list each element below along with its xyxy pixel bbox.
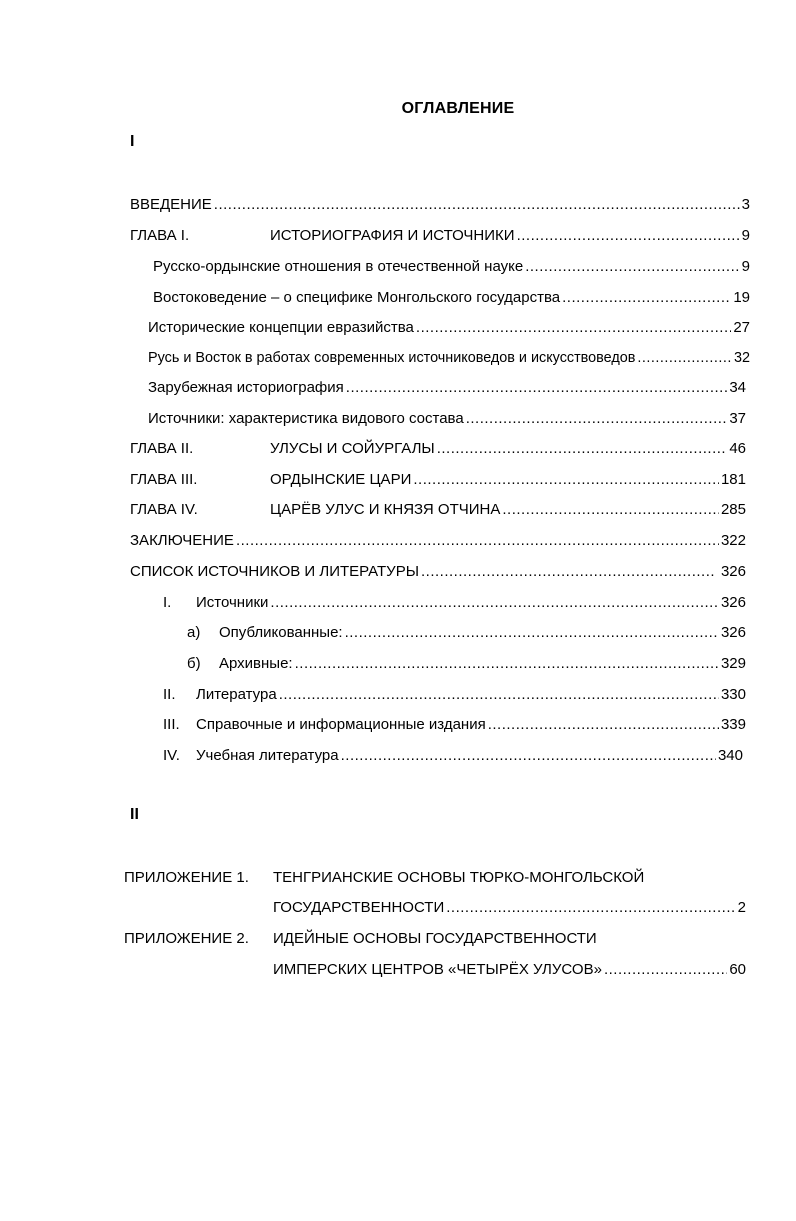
toc-chapter-prefix: ГЛАВА I. [130, 227, 190, 244]
appendix-1-heading [124, 867, 644, 889]
toc-page-number: 329 [720, 655, 746, 672]
toc-roman-prefix: II. [163, 686, 176, 703]
toc-entry-chapter-2 [130, 438, 746, 460]
dot-leader [421, 561, 715, 583]
toc-entry-subsection [163, 714, 746, 736]
dot-leader [279, 684, 719, 706]
dot-leader [446, 897, 735, 919]
toc-roman-prefix: I. [163, 594, 172, 611]
toc-letter-prefix: б) [187, 655, 201, 672]
toc-entry-subsection [187, 622, 746, 644]
toc-entry-section [148, 408, 746, 430]
toc-label: Учебная литература [196, 747, 339, 764]
toc-label: ОРДЫНСКИЕ ЦАРИ [270, 471, 412, 488]
toc-entry-section [153, 287, 750, 309]
toc-page-number: 330 [720, 686, 746, 703]
toc-entry-chapter-4 [130, 499, 746, 521]
toc-page-number: 37 [729, 410, 746, 427]
toc-entry-introduction [130, 194, 750, 216]
dot-leader [488, 714, 719, 736]
toc-label: Литература [196, 686, 277, 703]
toc-page-number: 60 [729, 961, 746, 978]
page-title: ОГЛАВЛЕНИЕ [401, 100, 515, 117]
dot-leader [416, 317, 731, 339]
toc-page-number: 9 [741, 227, 750, 244]
dot-leader [502, 499, 719, 521]
toc-page-number: 32 [733, 350, 750, 366]
toc-label: Опубликованные: [219, 624, 343, 641]
toc-label: ЗАКЛЮЧЕНИЕ [130, 532, 234, 549]
toc-label: Архивные: [219, 655, 293, 672]
dot-leader [345, 622, 719, 644]
dot-leader [604, 959, 727, 981]
toc-entry-chapter-3 [130, 469, 746, 491]
dot-leader [413, 469, 719, 491]
toc-label: Исторические концепции евразийства [148, 319, 414, 336]
toc-label: ИСТОРИОГРАФИЯ И ИСТОЧНИКИ [270, 227, 515, 244]
toc-chapter-prefix: ГЛАВА II. [130, 440, 194, 457]
toc-entry-bibliography [130, 561, 746, 583]
toc-label: Русско-ордынские отношения в отечественной науке [153, 258, 524, 275]
toc-label: УЛУСЫ И СОЙУРГАЛЫ [270, 440, 435, 457]
toc-page-number: 34 [729, 379, 746, 396]
toc-entry-section [148, 317, 750, 339]
toc-label: Справочные и информационные издания [196, 716, 486, 733]
toc-page-number: 3 [741, 196, 750, 213]
toc-label: Источники [196, 594, 269, 611]
dot-leader [562, 287, 731, 309]
toc-page-number: 9 [741, 258, 750, 275]
toc-letter-prefix: а) [187, 624, 201, 641]
appendix-1-entry [273, 897, 746, 919]
appendix-title-line-1: ИДЕЙНЫЕ ОСНОВЫ ГОСУДАРСТВЕННОСТИ [273, 930, 597, 947]
toc-label: Зарубежная историография [148, 379, 344, 396]
toc-page-number: 340 [717, 747, 743, 764]
toc-page-number: 285 [720, 501, 746, 518]
toc-label: Русь и Восток в работах современных источниковедов и искусствоведов [148, 350, 636, 366]
dot-leader [295, 653, 719, 675]
toc-entry-conclusion [130, 530, 746, 552]
toc-page-number: 326 [720, 563, 746, 580]
toc-page-number: 326 [720, 594, 746, 611]
toc-page-number: 181 [720, 471, 746, 488]
dot-leader [517, 225, 740, 247]
toc-chapter-prefix: ГЛАВА III. [130, 471, 198, 488]
toc-entry-subsection [187, 653, 746, 675]
appendix-2-heading [124, 928, 597, 950]
appendix-title-line-2: ИМПЕРСКИХ ЦЕНТРОВ «ЧЕТЫРЁХ УЛУСОВ» [273, 961, 602, 978]
toc-entry-section [153, 256, 750, 278]
toc-chapter-prefix: ГЛАВА IV. [130, 501, 198, 518]
toc-label: СПИСОК ИСТОЧНИКОВ И ЛИТЕРАТУРЫ [130, 563, 419, 580]
dot-leader [270, 592, 719, 614]
toc-entry-subsection [163, 684, 746, 706]
dot-leader [236, 530, 719, 552]
toc-entry-section [148, 377, 746, 399]
dot-leader [437, 438, 728, 460]
toc-label: Востоковедение – о специфике Монгольского государства [153, 289, 561, 306]
appendix-title-line-2: ГОСУДАРСТВЕННОСТИ [273, 899, 445, 916]
toc-page-number: 19 [733, 289, 750, 306]
toc-roman-prefix: III. [163, 716, 180, 733]
toc-entry-subsection [163, 745, 743, 767]
dot-leader [637, 347, 732, 369]
appendix-2-entry [273, 959, 746, 981]
toc-label: ЦАРЁВ УЛУС И КНЯЗЯ ОТЧИНА [270, 501, 501, 518]
toc-roman-prefix: IV. [163, 747, 180, 764]
toc-page-number: 326 [720, 624, 746, 641]
toc-page-number: 322 [720, 532, 746, 549]
dot-leader [346, 377, 728, 399]
toc-entry-chapter-1 [130, 225, 750, 247]
dot-leader [214, 194, 740, 216]
part-one-heading: I [130, 133, 135, 150]
appendix-prefix: ПРИЛОЖЕНИЕ 2. [124, 930, 249, 947]
toc-page-number: 46 [729, 440, 746, 457]
toc-entry-section [148, 347, 750, 369]
toc-page-number: 339 [720, 716, 746, 733]
toc-entry-subsection [163, 592, 746, 614]
appendix-title-line-1: ТЕНГРИАНСКИЕ ОСНОВЫ ТЮРКО-МОНГОЛЬСКОЙ [273, 869, 645, 886]
dot-leader [525, 256, 739, 278]
appendix-prefix: ПРИЛОЖЕНИЕ 1. [124, 869, 249, 886]
toc-label: ВВЕДЕНИЕ [130, 196, 212, 213]
toc-page-number: 2 [737, 899, 746, 916]
toc-label: Источники: характеристика видового состава [148, 410, 464, 427]
dot-leader [341, 745, 716, 767]
dot-leader [466, 408, 728, 430]
part-two-heading: II [130, 806, 139, 823]
toc-page-number: 27 [733, 319, 750, 336]
